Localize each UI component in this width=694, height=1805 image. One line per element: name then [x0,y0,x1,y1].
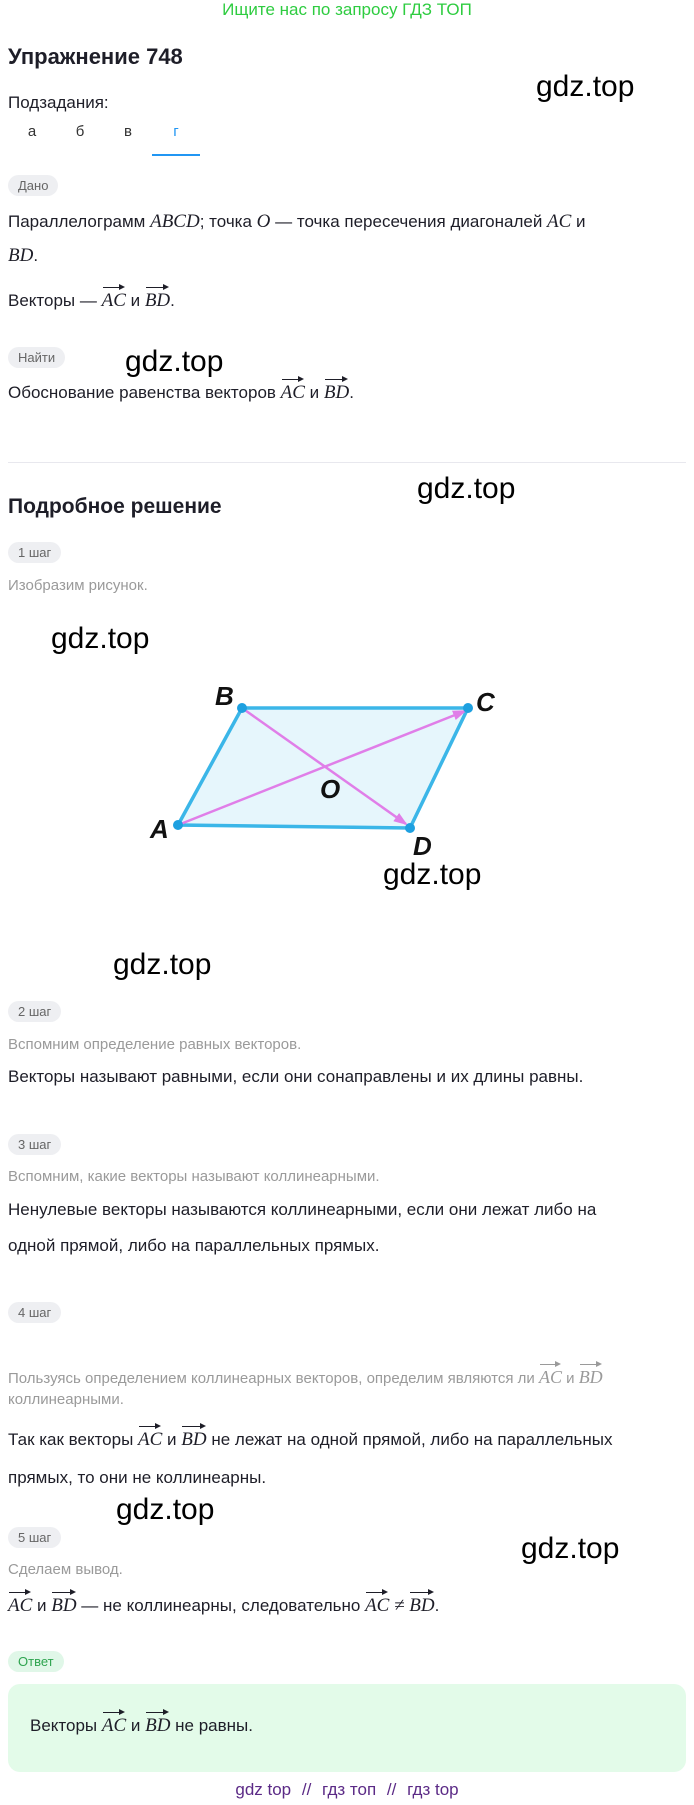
vector-ac: AC [138,1424,162,1449]
section-divider [8,462,686,463]
step-3-text-1: Ненулевые векторы называются коллинеарными, если они лежат либо на [8,1200,597,1219]
point-c [463,703,473,713]
footer-link-1[interactable]: gdz top [235,1780,292,1799]
step-5-chip: 5 шаг [8,1527,61,1548]
search-hint-banner: Ищите нас по запросу ГДЗ ТОП [222,0,472,19]
watermark: gdz.top [113,948,212,981]
math-bd: BD [8,245,34,266]
tab-a[interactable]: а [27,123,37,140]
step-3-chip: 3 шаг [8,1134,61,1155]
given-vectors: Векторы — AC и BD. [8,283,175,319]
math-o: O [256,211,271,232]
watermark: gdz.top [417,472,516,505]
footer-separator: // [301,1780,312,1799]
answer-chip: Ответ [8,1651,64,1672]
subtasks-label: Подзадания: [8,93,109,112]
step-4-hint-2: коллинеарными. [8,1391,124,1408]
given-line-2: BD. [8,245,39,266]
step-4-text-1: Так как векторы AC и BD не лежат на одной прямой, либо на параллельных [8,1422,613,1458]
point-a [173,820,183,830]
watermark: gdz.top [383,858,482,891]
answer-text: Векторы AC и BD не равны. [30,1710,253,1736]
given-line-1: Параллелограмм ABCD; точка O — точка пересечения диагоналей AC и [8,211,586,232]
step-2-hint: Вспомним определение равных векторов. [8,1036,302,1053]
not-equal-sign: ≠ [389,1595,410,1616]
vector-ac: AC [539,1362,562,1386]
step-3-hint: Вспомним, какие векторы называют коллинеарными. [8,1168,380,1185]
math-abcd: ABCD [150,211,200,232]
find-chip: Найти [8,347,65,368]
step-2-text: Векторы называют равными, если они сонаправлены и их длины равны. [8,1067,584,1086]
step-4-chip: 4 шаг [8,1302,61,1323]
step-2-chip: 2 шаг [8,1001,61,1022]
vector-bd: BD [181,1424,206,1449]
vector-bd: BD [145,285,170,310]
label-b: B [215,681,234,711]
exercise-title: Упражнение 748 [8,44,183,69]
parallelogram-figure [140,680,520,870]
vector-ac: AC [102,285,126,310]
label-o: O [320,774,341,804]
tab-b[interactable]: б [75,123,85,140]
watermark: gdz.top [116,1493,215,1526]
label-c: C [476,687,495,717]
step-5-conclusion: AC и BD — не коллинеарны, следовательно AC ≠ BD. [8,1588,439,1624]
watermark: gdz.top [125,345,224,378]
step-4-text-2: прямых, то они не коллинеарны. [8,1468,267,1487]
step-1-chip: 1 шаг [8,542,61,563]
given-chip: Дано [8,175,58,196]
footer-links [0,1780,694,1800]
vector-ac: AC [281,377,305,402]
footer-separator: // [386,1780,397,1799]
step-5-hint: Сделаем вывод. [8,1561,123,1578]
subtask-tabs [8,120,200,156]
vector-bd: BD [579,1362,603,1386]
watermark: gdz.top [51,622,150,655]
find-text: Обоснование равенства векторов AC и BD. [8,375,354,411]
tab-g[interactable]: г [152,120,200,156]
watermark: gdz.top [536,70,635,103]
label-d: D [413,831,432,861]
step-3-text-2: одной прямой, либо на параллельных прямых. [8,1236,380,1255]
vector-bd: BD [145,1710,170,1735]
vector-bd: BD [324,377,349,402]
label-a: A [150,814,169,844]
step-1-hint: Изобразим рисунок. [8,577,148,594]
footer-link-3[interactable]: гдз top [407,1780,459,1799]
footer-link-2[interactable]: гдз топ [322,1780,377,1799]
tab-v[interactable]: в [124,123,132,140]
point-b [237,703,247,713]
step-4-hint-1: Пользуясь определением коллинеарных векторов, определим являются ли AC и BD [8,1362,603,1391]
vector-bd: BD [409,1590,434,1615]
watermark: gdz.top [521,1532,620,1565]
solution-title: Подробное решение [8,495,222,518]
math-ac: AC [547,211,572,232]
vector-ac: AC [365,1590,389,1615]
vector-ac: AC [102,1710,126,1735]
vector-ac: AC [8,1590,32,1615]
vector-bd: BD [51,1590,76,1615]
